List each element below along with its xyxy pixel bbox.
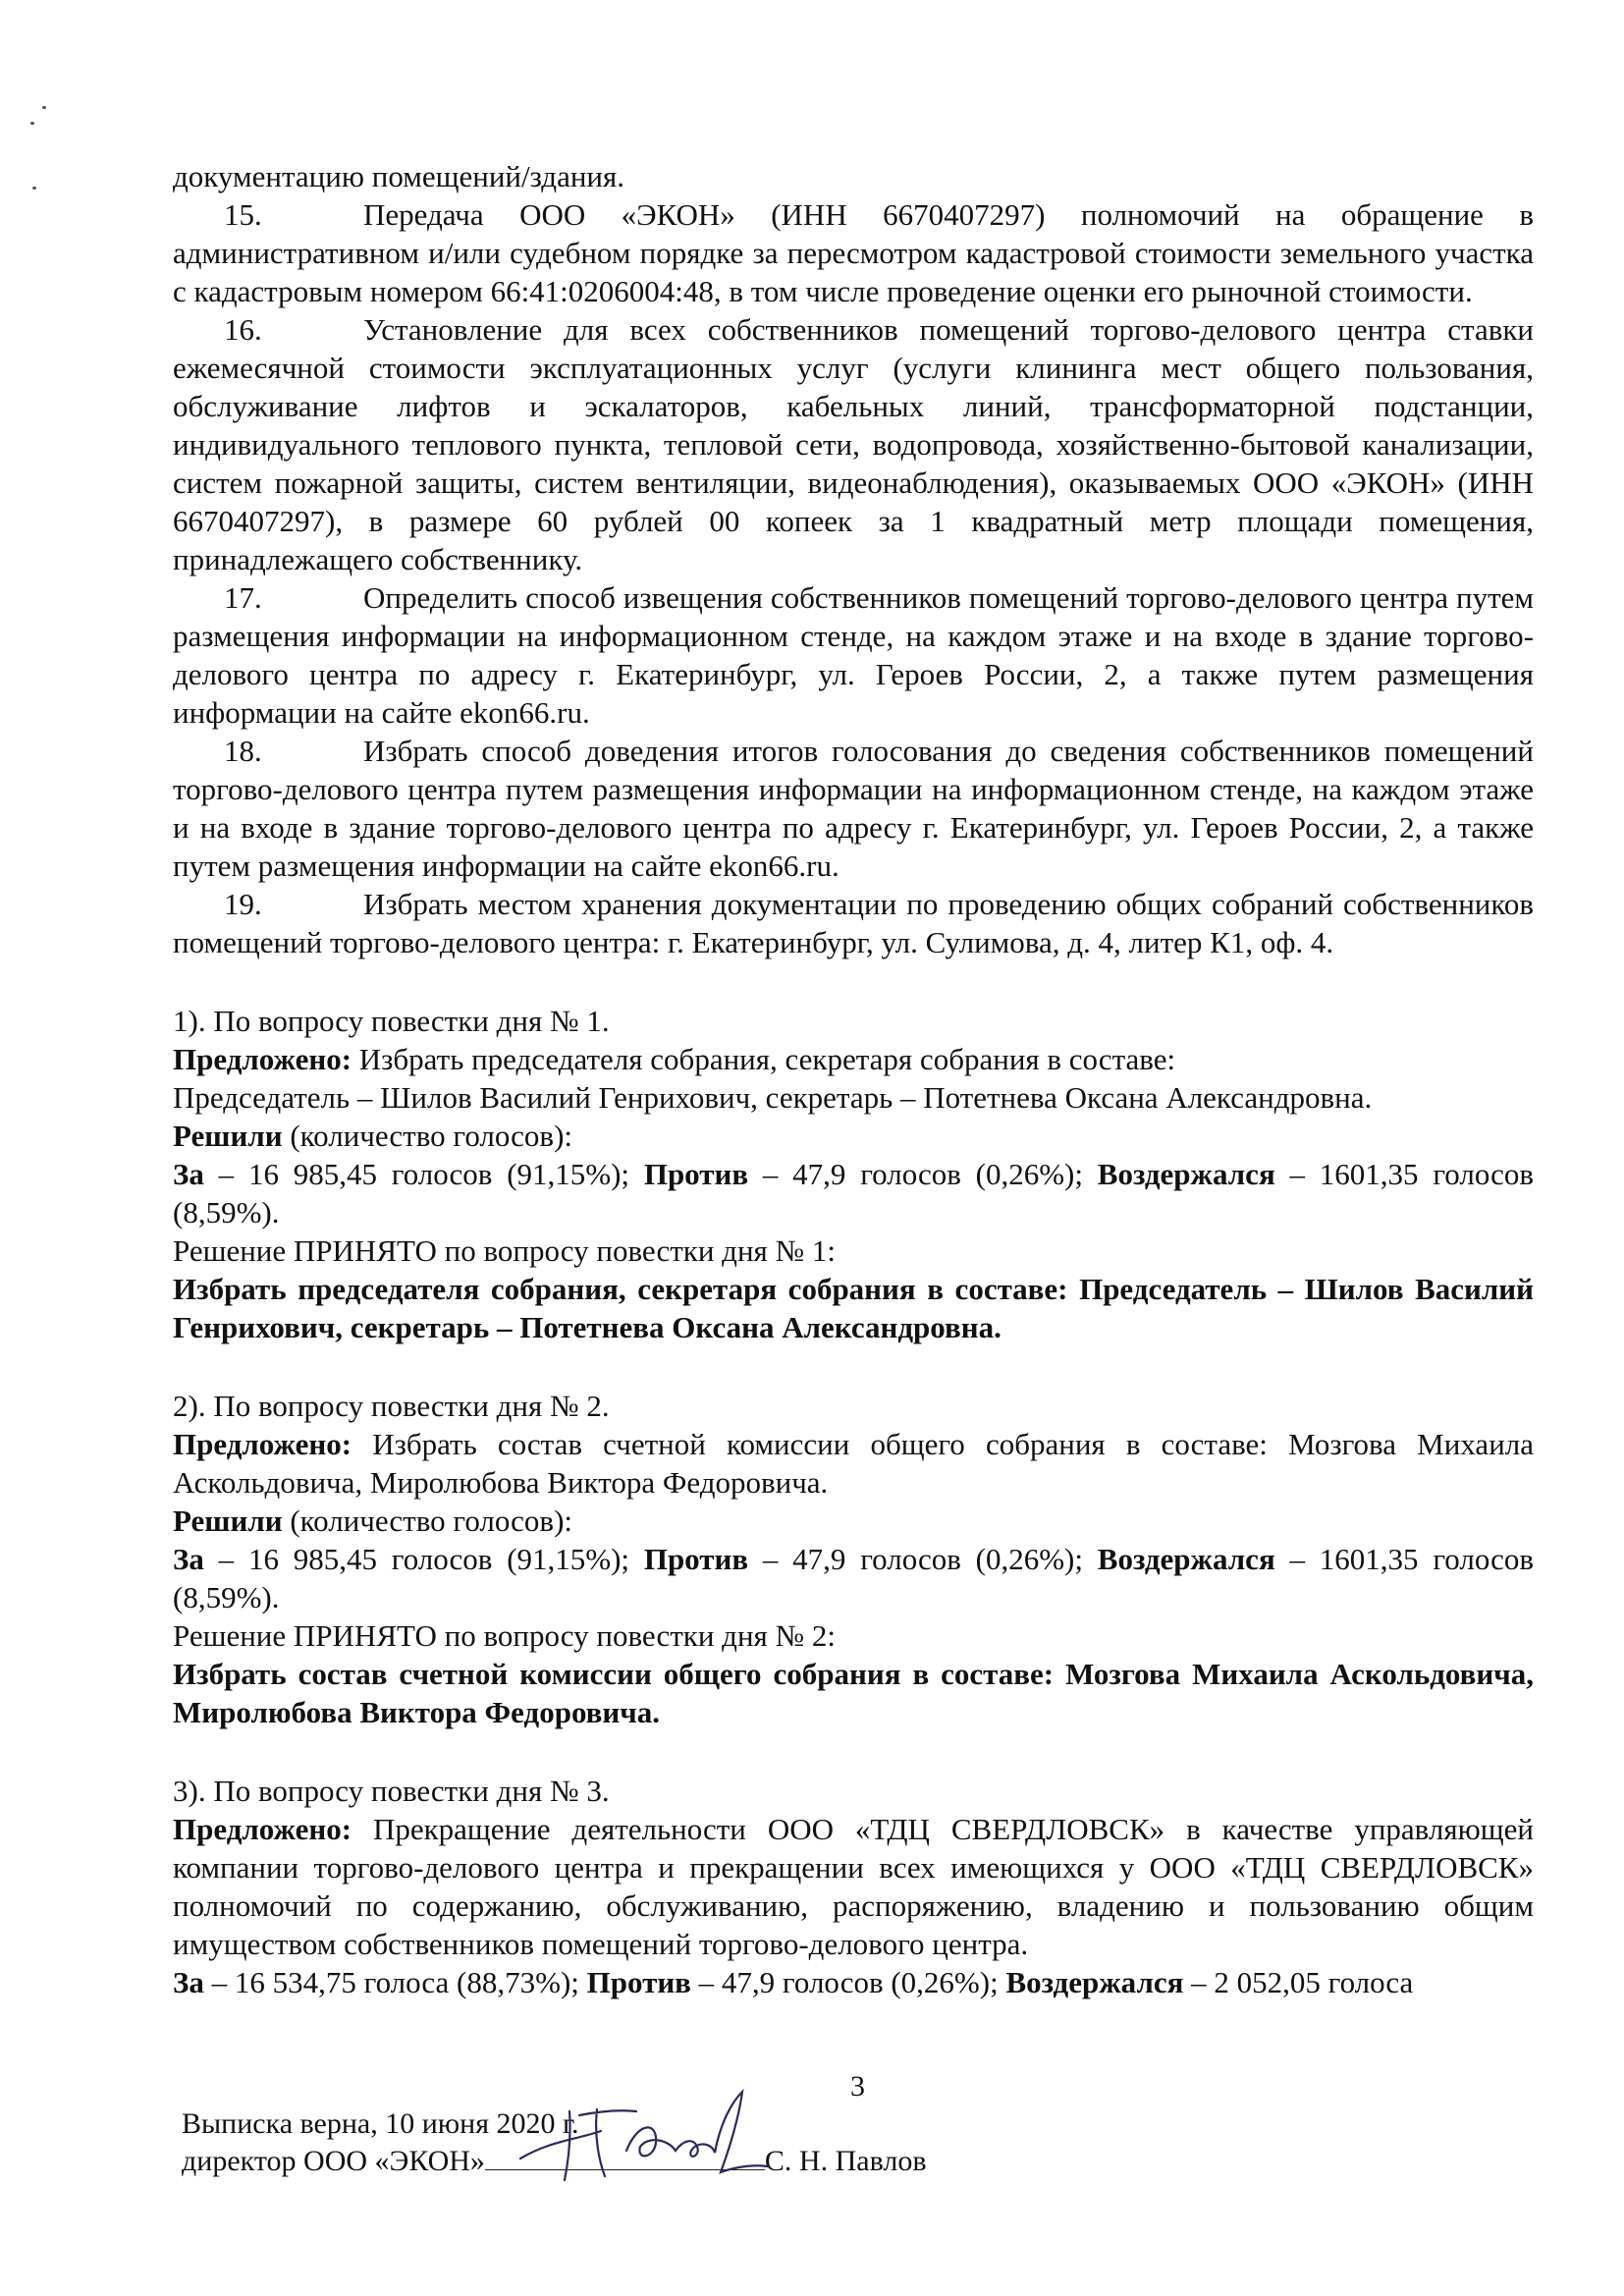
item-17 <box>173 578 1534 732</box>
q2-accepted: Решение ПРИНЯТО по вопросу повестки дня № 2: <box>173 1618 836 1653</box>
item-14-continuation: документацию помещений/здания. <box>173 159 625 193</box>
decided-label: Решили <box>173 1119 283 1153</box>
q3-proposed <box>173 1810 1534 1963</box>
decided-text: (количество голосов): <box>290 1119 573 1153</box>
for-label: За <box>173 1542 204 1576</box>
proposed-text: Избрать председателя собрания, секретаря собрания в составе: <box>358 1042 1176 1076</box>
q1-proposed <box>173 1040 1534 1078</box>
proposed-label: Предложено: <box>173 1427 352 1461</box>
item-15 <box>173 195 1534 310</box>
for-label: За <box>173 1965 204 1999</box>
item-number: 19. <box>224 887 262 921</box>
item-number: 15. <box>224 197 262 232</box>
item-18 <box>173 732 1534 885</box>
document-body <box>173 157 1534 2001</box>
for-label: За <box>173 1157 204 1191</box>
abstain-text: – 1601,35 голосов (8,59%). <box>173 1542 1534 1614</box>
page-number: 3 <box>850 2070 865 2103</box>
q3-votes <box>173 1963 1534 2001</box>
decided-text: (количество голосов): <box>290 1503 573 1538</box>
abstain-label: Воздержался <box>1097 1542 1275 1576</box>
q2-resolution: Избрать состав счетной комиссии общего собрания в составе: Мозгова Михаила Аскольдовича, Миролюбова Виктора Федоровича. <box>173 1657 1534 1729</box>
q1-accepted: Решение ПРИНЯТО по вопросу повестки дня № 1: <box>173 1233 836 1268</box>
q1-votes <box>173 1155 1534 1231</box>
for-text: – 16 985,45 голосов (91,15%); <box>218 1157 630 1191</box>
against-label: Против <box>643 1542 749 1576</box>
for-text: – 16 985,45 голосов (91,15%); <box>218 1542 630 1576</box>
proposed-label: Предложено: <box>173 1042 352 1076</box>
proposed-text: Прекращение деятельности ООО «ТДЦ СВЕРДЛОВСК» в качестве управляющей компании торгово-делового центра и прекращении всех имеющихся у ООО «ТДЦ СВЕРДЛОВСК» полномочий по содержанию, обслуживанию, распоряжению, владению и пользованию общим имуществом собственников помещений торгово-делового центра. <box>173 1812 1535 1961</box>
item-16 <box>173 310 1534 578</box>
director-title: директор ООО «ЭКОН» <box>182 2145 485 2177</box>
item-text: Избрать местом хранения документации по проведению общих собраний собственников помещений торгово-делового центра: г. Екатеринбург, ул. Сулимова, д. 4, литер К1, оф. 4. <box>173 887 1534 959</box>
proposed-text: Избрать состав счетной комиссии общего собрания в составе: Мозгова Михаила Аскольдовича, Миролюбова Виктора Федоровича. <box>173 1427 1535 1500</box>
q2-heading: 2). По вопросу повестки дня № 2. <box>173 1389 610 1423</box>
item-text: Избрать способ доведения итогов голосования до сведения собственников помещений торгово-делового центра путем размещения информации на информационном стенде, на каждом этаже и на входе в здание торгово-делового центра по адресу г. Екатеринбург, ул. Героев России, 2, а также путем размещения информации на сайте ekon66.ru. <box>173 734 1534 883</box>
abstain-text: – 2 052,05 голоса <box>1191 1965 1414 1999</box>
for-text: – 16 534,75 голоса (88,73%); <box>211 1965 579 1999</box>
item-19 <box>173 885 1534 961</box>
handwritten-signature <box>511 2082 844 2190</box>
item-text: Передача ООО «ЭКОН» (ИНН 6670407297) полномочий на обращение в административном и/или судебном порядке за пересмотром кадастровой стоимости земельного участка с кадастровым номером 66:41:0206004:48, в том числе проведение оценки его рыночной стоимости. <box>173 197 1534 308</box>
proposed-label: Предложено: <box>173 1812 352 1846</box>
against-text: – 47,9 голосов (0,26%); <box>762 1157 1083 1191</box>
q1-heading: 1). По вопросу повестки дня № 1. <box>173 1004 610 1038</box>
item-text: Определить способ извещения собственников помещений торгово-делового центра путем размещения информации на информационном стенде, на каждом этаже и на входе в здание торгово-делового центра по адресу г. Екатеринбург, ул. Героев России, 2, а также путем размещения информации на сайте ekon66.ru. <box>173 580 1534 730</box>
q1-composition: Председатель – Шилов Василий Генрихович, секретарь – Потетнева Оксана Александровна. <box>173 1080 1373 1115</box>
q3-heading: 3). По вопросу повестки дня № 3. <box>173 1774 610 1808</box>
against-label: Против <box>586 1965 691 1999</box>
certified-line: Выписка верна, 10 июня 2020 г. <box>182 2107 579 2140</box>
against-text: – 47,9 голосов (0,26%); <box>762 1542 1083 1576</box>
q1-resolution: Избрать председателя собрания, секретаря собрания в составе: Председатель – Шилов Василий Генрихович, секретарь – Потетнева Оксана Александровна. <box>173 1272 1534 1344</box>
abstain-label: Воздержался <box>1005 1965 1184 1999</box>
q2-decided <box>173 1502 1534 1540</box>
item-text: Установление для всех собственников помещений торгово-делового центра ставки ежемесячной стоимости эксплуатационных услуг (услуги клининга мест общего пользования, обслуживание лифтов и эскалаторов, кабельных линий, трансформаторной подстанции, индивидуального теплового пункта, тепловой сети, водопровода, хозяйственно-бытовой канализации, систем пожарной защиты, систем вентиляции, видеонаблюдения), оказываемых ООО «ЭКОН» (ИНН 6670407297), в размере 60 рублей 00 копеек за 1 квадратный метр площади помещения, принадлежащего собственнику. <box>173 312 1534 576</box>
q2-proposed <box>173 1425 1534 1502</box>
decided-label: Решили <box>173 1503 283 1538</box>
item-number: 17. <box>224 580 262 615</box>
q1-decided <box>173 1117 1534 1155</box>
abstain-label: Воздержался <box>1097 1157 1275 1191</box>
q2-votes <box>173 1540 1534 1616</box>
against-text: – 47,9 голосов (0,26%); <box>698 1965 999 1999</box>
item-number: 18. <box>224 734 262 768</box>
signatory-name: С. Н. Павлов <box>764 2145 927 2177</box>
against-label: Против <box>643 1157 749 1191</box>
abstain-text: – 1601,35 голосов (8,59%). <box>173 1157 1534 1230</box>
item-number: 16. <box>224 312 262 347</box>
